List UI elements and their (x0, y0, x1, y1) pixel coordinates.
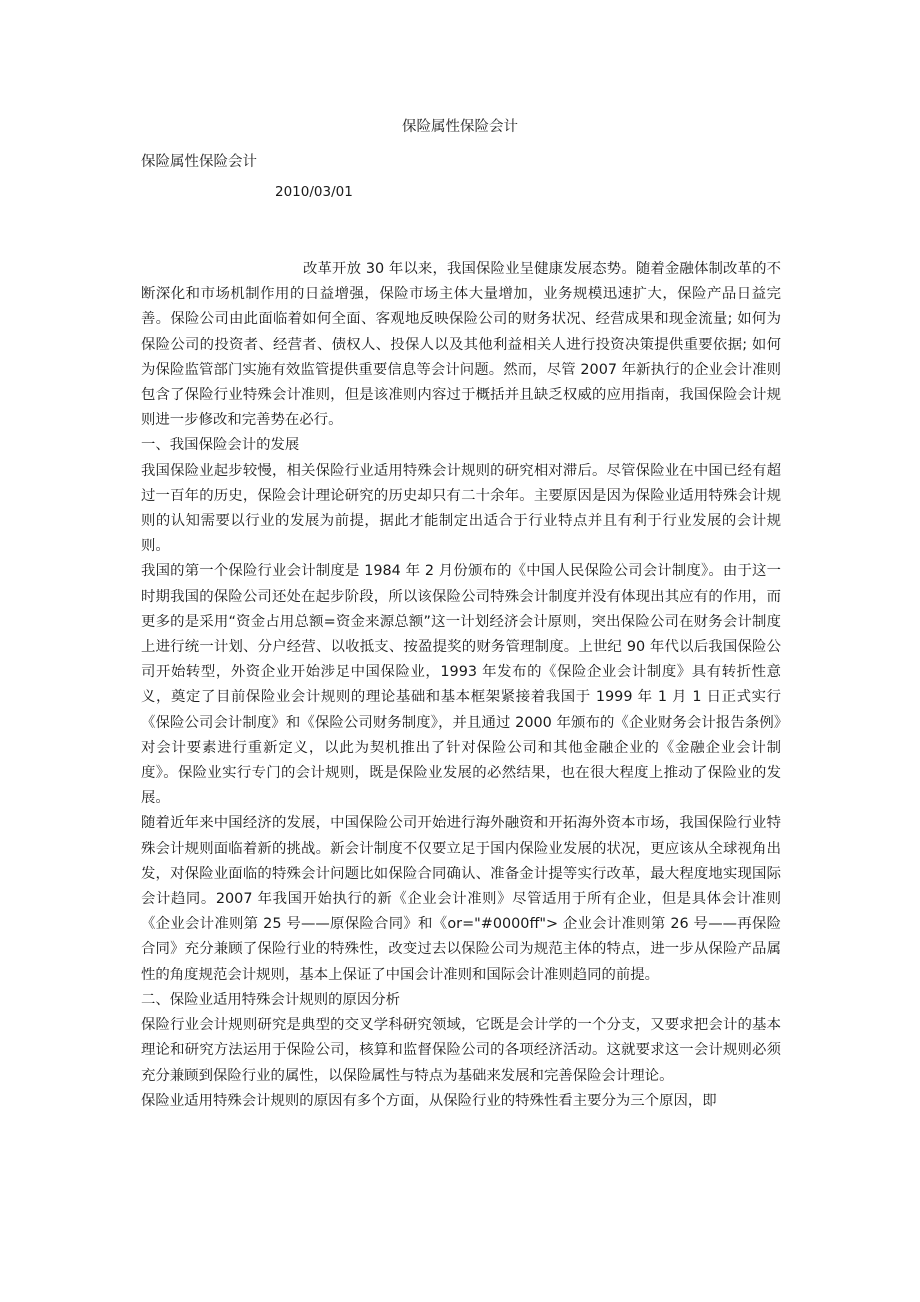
intro-paragraph: 改革开放 30 年以来，我国保险业呈健康发展态势。随着金融体制改革的不断深化和市场机制作用的日益增强，保险市场主体大量增加，业务规模迅速扩大，保险产品日益完善。保险公司由此面临着如何全面、客观地反映保险公司的财务状况、经营成果和现金流量; 如何为保险公司的投资者、经营者、债权人、投保人以及其他利益相关人进行投资决策提供重要依据; 如何为保险监管部门实施有效监管提供重要信息等会计问题。然而，尽管 2007 年新执行的企业会计准则包含了保险行业特殊会计准则，但是该准则内容过于概括并且缺乏权威的应用指南，我国保险会计规则进一步修改和完善势在必行。 (141, 261, 781, 429)
body-paragraph: 我国保险业起步较慢，相关保险行业适用特殊会计规则的研究相对滞后。尽管保险业在中国已经有超过一百年的历史，保险会计理论研究的历史却只有二十余年。主要原因是因为保险业适用特殊会计规则的认知需要以行业的发展为前提，据此才能制定出适合于行业特点并且有利于行业发展的会计规则。 (141, 462, 781, 555)
body-paragraph: 我国的第一个保险行业会计制度是 1984 年 2 月份颁布的《中国人民保险公司会计制度》。由于这一时期我国的保险公司还处在起步阶段，所以该保险公司特殊会计制度并没有体现出其应有的作用，而更多的是采用“资金占用总额=资金来源总额”这一计划经济会计原则，突出保险公司在财务会计制度上进行统一计划、分户经营、以收抵支、按盈提奖的财务管理制度。上世纪 90 年代以后我国保险公司开始转型，外资企业开始涉足中国保险业，1993 年发布的《保险企业会计制度》具有转折性意义，奠定了目前保险业会计规则的理论基础和基本框架紧接着我国于 1999 年 1 月 1 日正式实行《保险公司会计制度》和《保险公司财务制度》，并且通过 2000 年颁布的《企业财务会计报告条例》对会计要素进行重新定义，以此为契机推出了针对保险公司和其他金融企业的《金融企业会计制度》。保险业实行专门的会计规则，既是保险业发展的必然结果，也在很大程度上推动了保险业的发展。 (141, 563, 781, 807)
document-date: 2010/03/01 (275, 184, 353, 200)
document-title: 保险属性保险会计 (402, 119, 518, 135)
body-paragraph: 随着近年来中国经济的发展，中国保险公司开始进行海外融资和开拓海外资本市场，我国保险行业特殊会计规则面临着新的挑战。新会计制度不仅要立足于国内保险业发展的状况，更应该从全球视角出发，对保险业面临的特殊会计问题比如保险合同确认、准备金计提等实行改革，最大程度地实现国际会计趋同。2007 年我国开始执行的新《企业会计准则》尽管适用于所有企业，但是具体会计准则《企业会计准则第 25 号——原保险合同》和《or="#0000ff"> 企业会计准则第 26 号——再保险合同》充分兼顾了保险行业的特殊性，改变过去以保险公司为规范主体的特点，进一步从保险产品属性的角度规范会计规则，基本上保证了中国会计准则和国际会计准则趋同的前提。 (141, 815, 781, 983)
section-heading-1: 一、我国保险会计的发展 (141, 437, 300, 454)
document-body (141, 257, 781, 1114)
section-heading-2: 二、保险业适用特殊会计规则的原因分析 (141, 991, 401, 1008)
body-paragraph: 保险行业会计规则研究是典型的交叉学科研究领域，它既是会计学的一个分支，又要求把会计的基本理论和研究方法运用于保险公司，核算和监督保险公司的各项经济活动。这就要求这一会计规则必须充分兼顾到保险行业的属性，以保险属性与特点为基础来发展和完善保险会计理论。 (141, 1017, 781, 1084)
body-paragraph: 保险业适用特殊会计规则的原因有多个方面，从保险行业的特殊性看主要分为三个原因，即 (141, 1092, 717, 1109)
document-subtitle: 保险属性保险会计 (141, 154, 257, 170)
